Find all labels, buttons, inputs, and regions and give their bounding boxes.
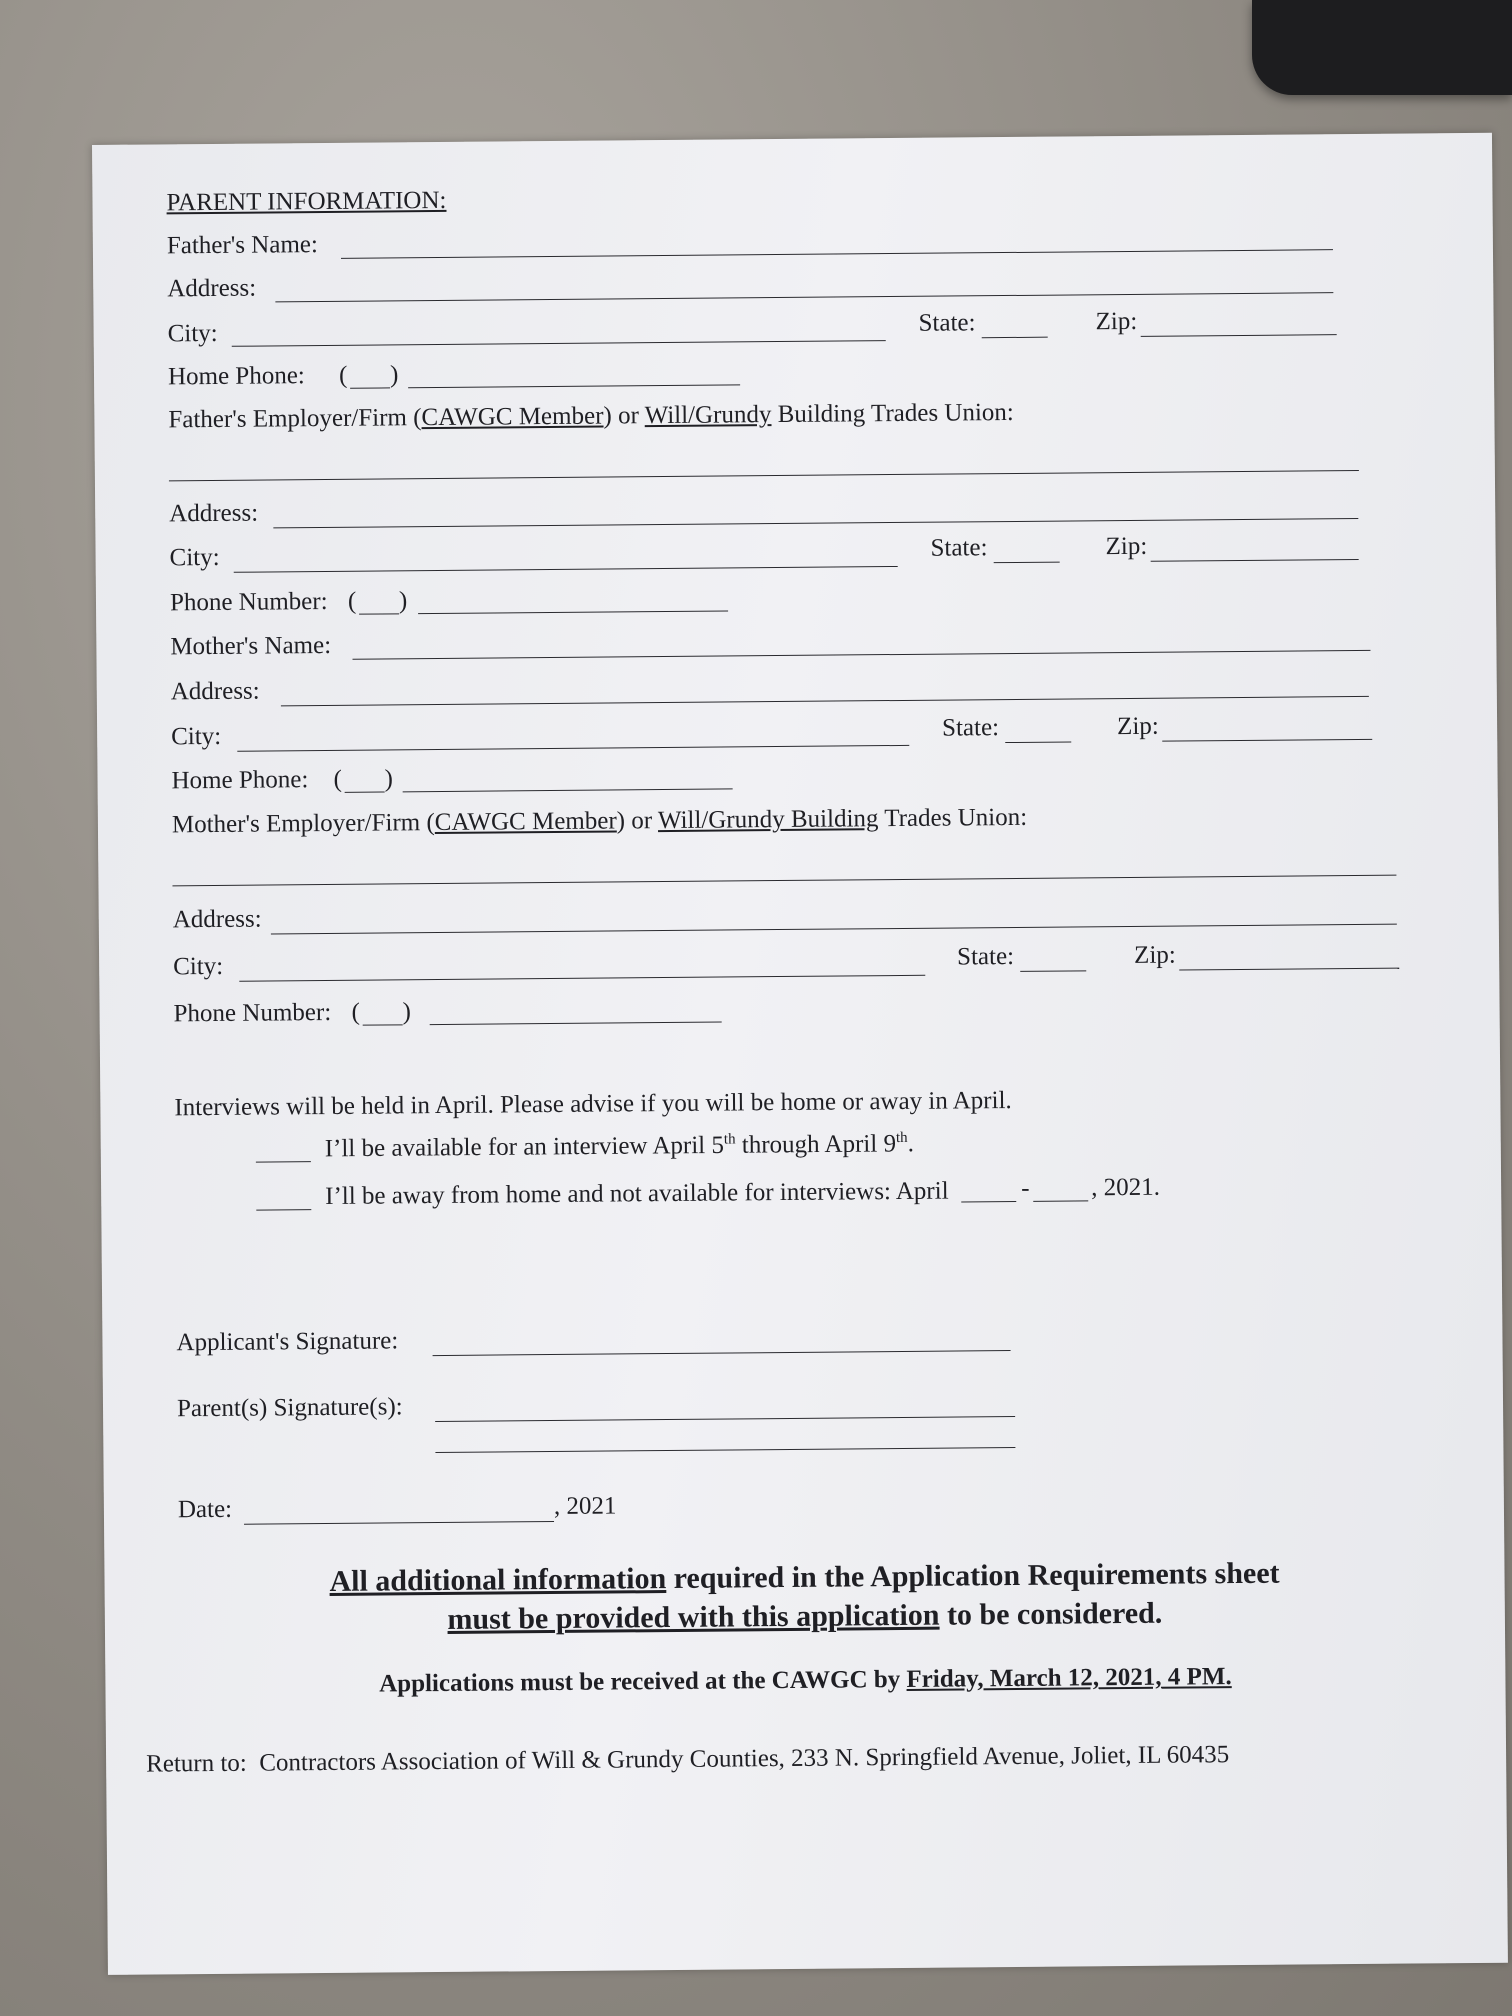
father-city-field[interactable] [232, 340, 886, 347]
mother-emp-phone-label: Phone Number: [173, 998, 332, 1028]
applicant-signature-label: Applicant's Signature: [176, 1327, 399, 1357]
mother-emp-address-field[interactable] [271, 924, 1397, 935]
mother-home-phone-field[interactable] [403, 788, 733, 792]
father-city-label: City: [167, 319, 218, 348]
interview-available-option [325, 1130, 914, 1163]
father-employer-label-pre: Father's Employer/Firm ( [168, 404, 422, 434]
mother-emp-state-label: State: [957, 942, 1015, 971]
date-year: , 2021 [553, 1492, 617, 1521]
interview-away-end-field[interactable] [1033, 1200, 1088, 1201]
father-area-paren-close: ) [389, 361, 399, 389]
deadline-text: Applications must be received at the CAWGC by [379, 1665, 907, 1698]
mother-city-field[interactable] [237, 745, 909, 752]
notice-line-1-rest: required in the Application Requirements sheet [666, 1556, 1280, 1596]
mother-emp-zip-label: Zip: [1133, 941, 1176, 969]
mother-name-field[interactable] [352, 650, 1370, 660]
father-zip-field[interactable] [1141, 334, 1337, 337]
father-zip-label: Zip: [1095, 307, 1138, 336]
notice-line-2-underlined: must be provided with this application [447, 1598, 940, 1636]
mother-emp-city-field[interactable] [239, 975, 925, 982]
notice-line-2-rest: to be considered. [939, 1596, 1163, 1632]
clipboard-clip [1252, 0, 1512, 95]
mother-state-field[interactable] [1005, 741, 1071, 743]
notice-line-1-underlined: All additional information [329, 1562, 667, 1598]
father-address-field[interactable] [275, 292, 1333, 302]
father-employer-mid: ) or [603, 402, 645, 430]
deadline [105, 1661, 1505, 1701]
father-emp-address-field[interactable] [273, 518, 1358, 528]
interview-available-text-c: . [907, 1130, 915, 1158]
parents-signature-label: Parent(s) Signature(s): [176, 1393, 403, 1423]
mother-state-label: State: [942, 714, 1000, 742]
interview-away-start-field[interactable] [961, 1201, 1016, 1202]
mother-employer-union-rest: Trades Union: [878, 803, 1028, 833]
father-emp-zip-field[interactable] [1151, 559, 1359, 562]
mother-area-code-field[interactable] [345, 791, 385, 792]
father-employer-field[interactable] [169, 470, 1359, 481]
father-name-field[interactable] [341, 249, 1333, 259]
interview-available-sup1: th [723, 1131, 736, 1148]
interviews-intro: Interviews will be held in April. Please advise if you will be home or away in April. [174, 1087, 1012, 1122]
interview-away-year: , 2021. [1091, 1173, 1161, 1202]
father-emp-zip-label: Zip: [1105, 532, 1148, 561]
father-name-label: Father's Name: [166, 231, 318, 260]
mother-emp-zip-field[interactable] [1179, 968, 1399, 971]
date-label: Date: [177, 1495, 233, 1524]
interview-available-checkbox[interactable] [256, 1161, 311, 1162]
notice-line-1 [104, 1555, 1504, 1601]
mother-employer-mid: ) or [616, 807, 659, 835]
father-home-phone-field[interactable] [408, 384, 740, 388]
mother-city-label: City: [171, 722, 222, 751]
mother-address-field[interactable] [281, 696, 1369, 706]
mother-employer-label-pre: Mother's Employer/Firm ( [171, 809, 435, 839]
father-employer-union: Will/Grundy [644, 401, 772, 430]
father-emp-area-paren-close: ) [398, 587, 408, 615]
interview-available-text-a: I’ll be available for an interview April 5 [324, 1131, 725, 1163]
mother-zip-field[interactable] [1162, 739, 1372, 742]
mother-employer-label [172, 804, 1027, 839]
mother-address-label: Address: [170, 677, 260, 706]
father-emp-phone-field[interactable] [418, 610, 728, 614]
mother-area-paren-close: ) [384, 765, 393, 793]
mother-emp-address-label: Address: [172, 905, 262, 934]
notice-line-2 [105, 1594, 1505, 1640]
father-area-code-field[interactable] [350, 387, 390, 388]
mother-employer-cawgc: CAWGC Member [434, 807, 617, 837]
return-to-label: Return to: [146, 1749, 247, 1778]
interview-available-text-b: through April 9 [735, 1130, 897, 1159]
interview-away-checkbox[interactable] [256, 1209, 311, 1210]
father-emp-area-paren-open: ( [347, 587, 357, 615]
mother-emp-area-paren-close: ) [402, 998, 412, 1026]
father-state-label: State: [918, 309, 976, 337]
father-emp-state-field[interactable] [994, 562, 1060, 564]
applicant-signature-field[interactable] [433, 1350, 1011, 1356]
return-to-address: Contractors Association of Will & Grundy Counties, 233 N. Springfield Avenue, Joliet, IL 60435 [259, 1741, 1230, 1777]
mother-employer-union: Will/Grundy Building [657, 805, 879, 835]
mother-emp-state-field[interactable] [1020, 970, 1086, 972]
father-emp-state-label: State: [930, 534, 988, 562]
mother-zip-label: Zip: [1116, 712, 1159, 741]
mother-employer-field[interactable] [172, 875, 1396, 887]
interview-away-option: I’ll be away from home and not available for interviews: April [325, 1177, 949, 1211]
interview-available-sup2: th [895, 1129, 908, 1147]
date-field[interactable] [244, 1521, 554, 1525]
father-home-phone-label: Home Phone: [167, 362, 305, 391]
father-employer-cawgc: CAWGC Member [421, 402, 604, 432]
father-emp-city-label: City: [169, 543, 220, 572]
parent-signature-field-2[interactable] [435, 1447, 1015, 1453]
mother-emp-city-label: City: [173, 952, 224, 981]
mother-emp-phone-field[interactable] [430, 1022, 722, 1026]
mother-area-paren-open: ( [333, 765, 342, 793]
section-title: PARENT INFORMATION: [166, 186, 447, 217]
deadline-date: Friday, March 12, 2021, 4 PM. [906, 1663, 1232, 1693]
mother-emp-area-paren-open: ( [351, 998, 361, 1026]
father-emp-phone-label: Phone Number: [169, 587, 328, 617]
father-emp-address-label: Address: [169, 499, 259, 528]
mother-name-label: Mother's Name: [170, 631, 332, 661]
father-emp-city-field[interactable] [234, 566, 898, 573]
father-emp-area-code-field[interactable] [359, 613, 399, 614]
father-employer-label [168, 399, 1014, 434]
form-sheet [92, 133, 1508, 1975]
interview-away-dash: - [1021, 1174, 1030, 1202]
return-to [146, 1741, 1229, 1778]
father-area-paren-open: ( [338, 361, 348, 389]
mother-home-phone-label: Home Phone: [171, 766, 309, 795]
father-state-field[interactable] [982, 337, 1048, 339]
father-address-label: Address: [167, 274, 257, 303]
father-employer-union-rest: Building Trades Union: [771, 398, 1014, 429]
mother-emp-area-code-field[interactable] [363, 1024, 403, 1025]
parent-signature-field-1[interactable] [435, 1416, 1015, 1422]
